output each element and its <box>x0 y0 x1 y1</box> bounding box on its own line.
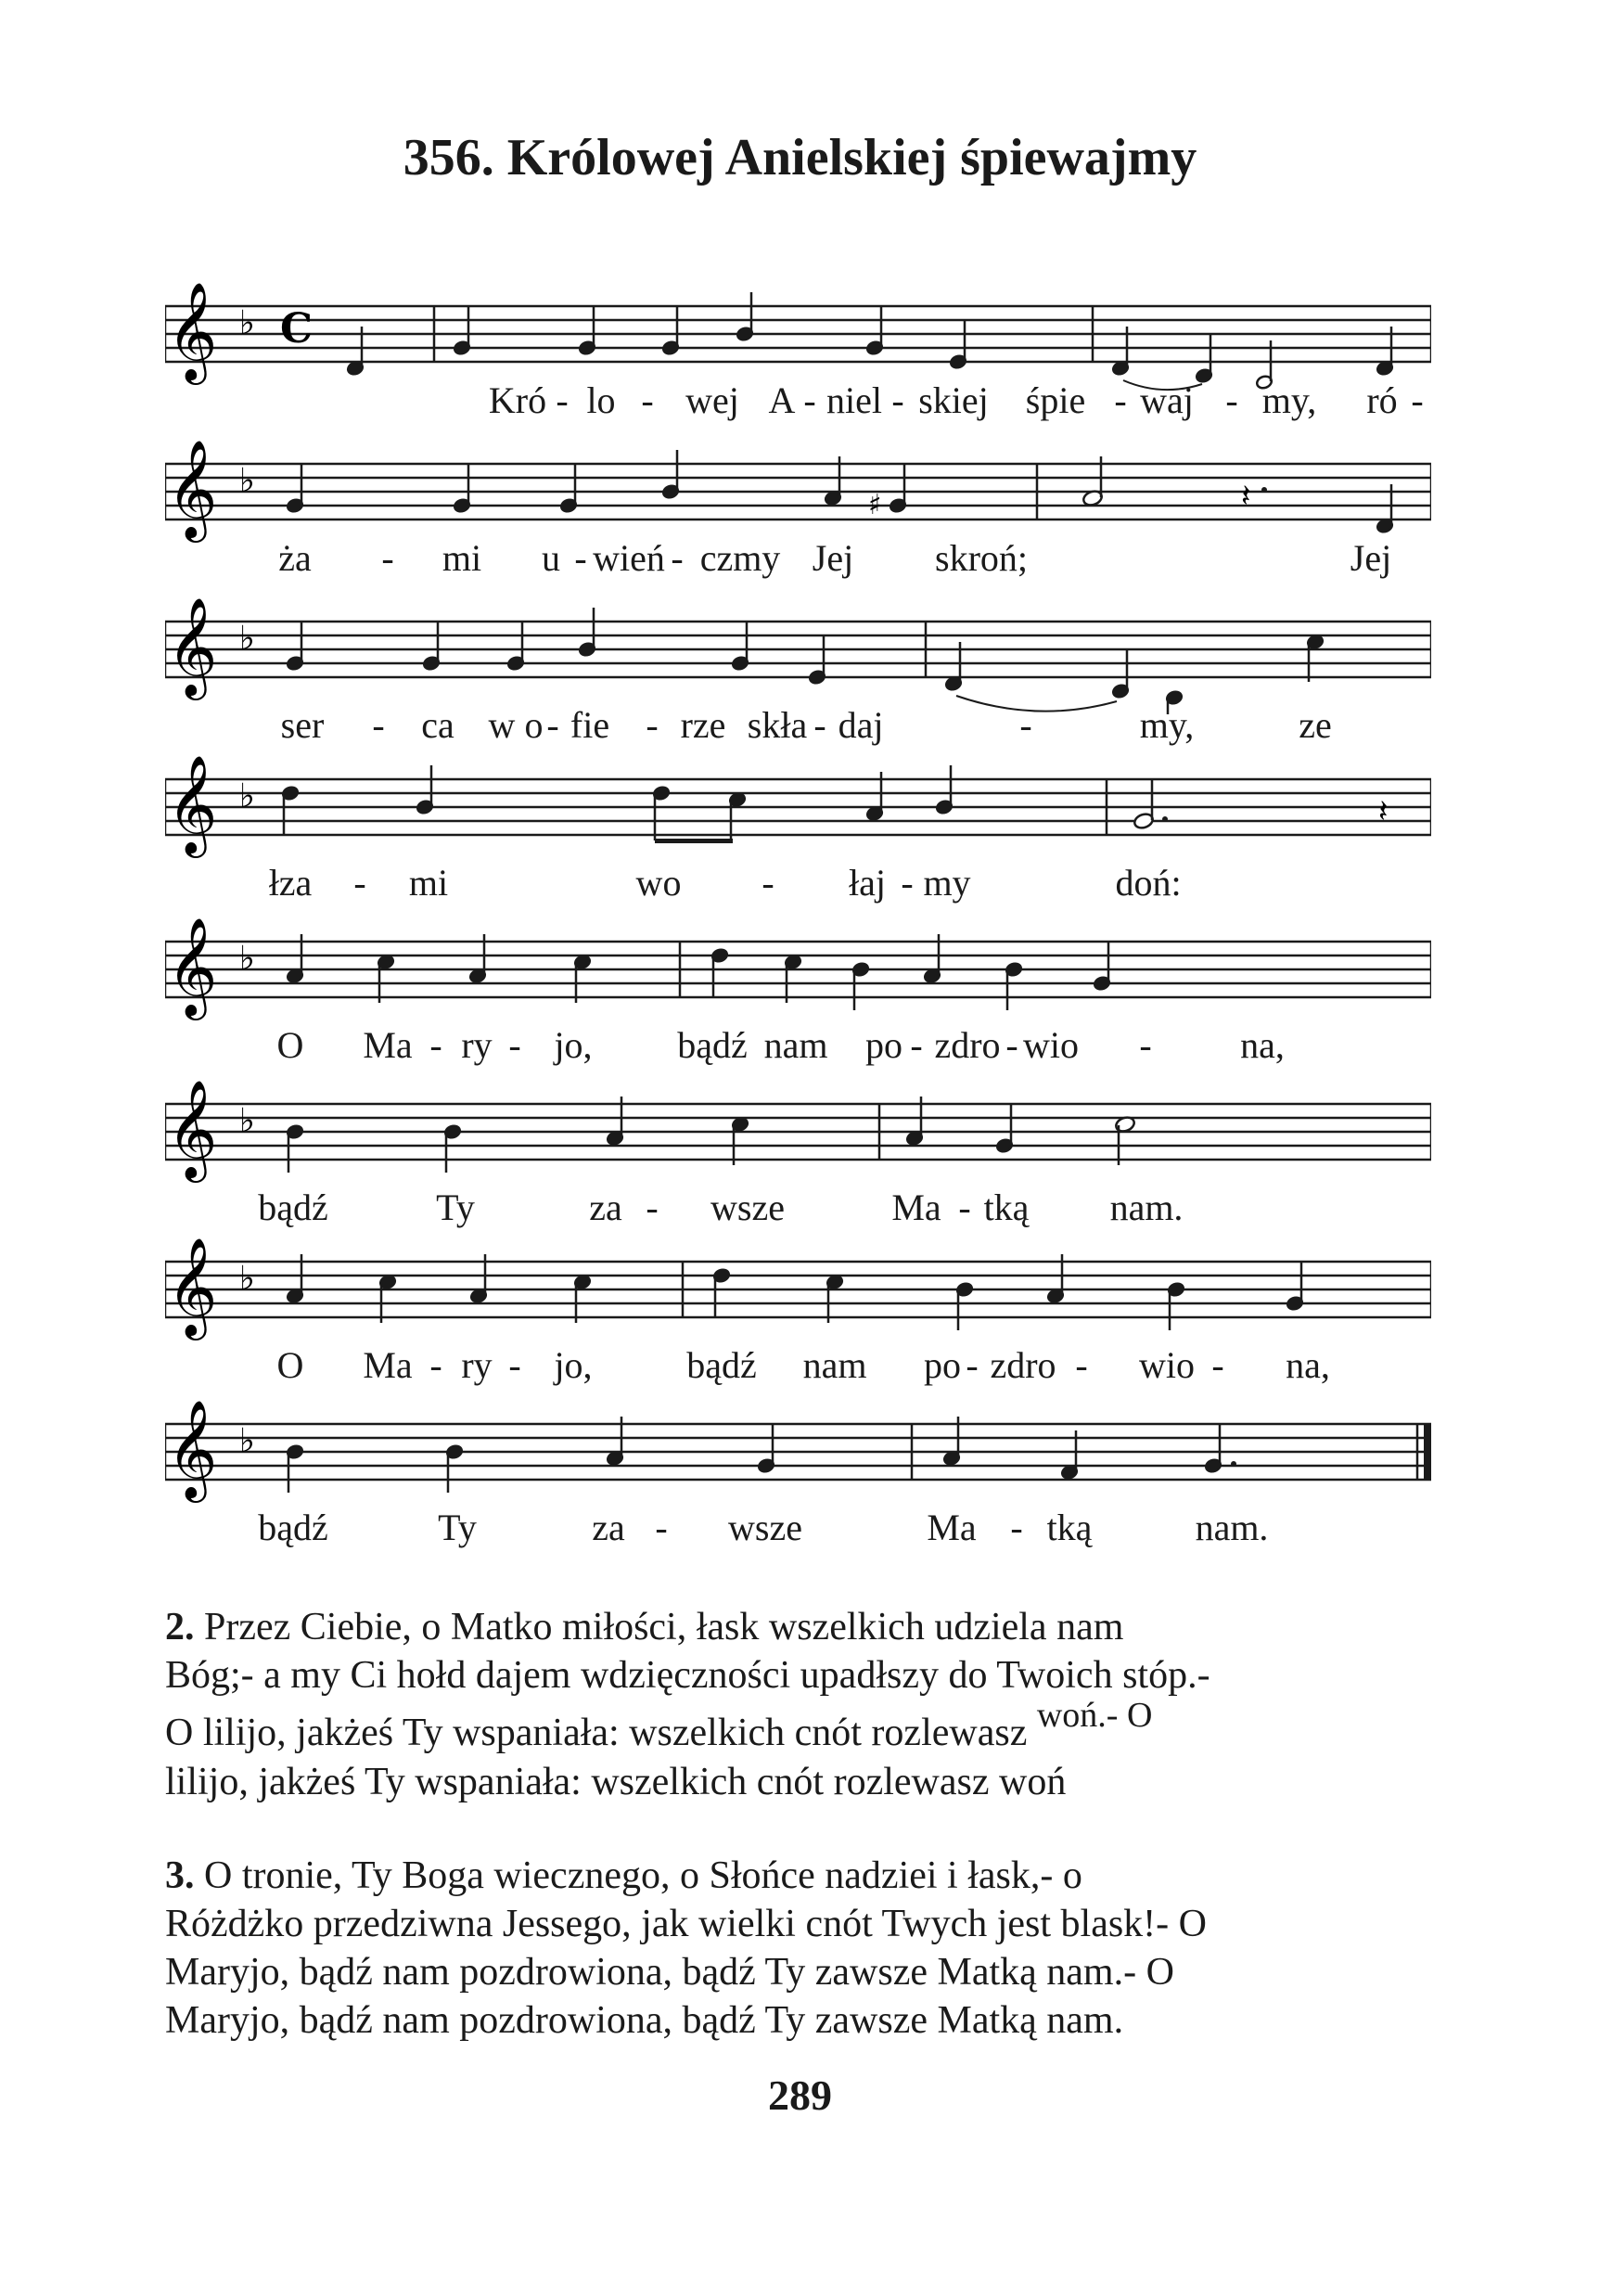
lyric-syllable: rze <box>680 704 726 746</box>
lyric-syllable: tką <box>983 1186 1030 1228</box>
lyric-syllable: - <box>671 537 684 579</box>
lyric-syllable: nam <box>763 1024 828 1066</box>
page-number: 289 <box>768 2072 832 2119</box>
lyric-syllable: skroń; <box>935 537 1028 579</box>
lyric-syllable: fie <box>570 704 610 746</box>
lyric-syllable: my, <box>1139 704 1195 746</box>
lyric-syllable: śpie <box>1025 379 1086 421</box>
music-system-2 <box>165 436 1431 579</box>
lyric-syllable: za <box>592 1507 625 1548</box>
lyric-syllable: na, <box>1240 1024 1285 1066</box>
verse-line <box>165 1603 1445 1651</box>
lyric-syllable: ry <box>461 1344 493 1386</box>
lyric-syllable: Ma <box>927 1507 977 1548</box>
lyric-syllable: - <box>641 379 654 421</box>
lyric-syllable: - <box>646 704 659 746</box>
lyric-syllable: ze <box>1299 704 1332 746</box>
lyric-syllable: Kró <box>488 379 547 421</box>
lyric-syllable: wo <box>635 862 682 904</box>
flat-icon: ♭ <box>239 1102 255 1140</box>
verse-line <box>165 1852 1445 1900</box>
verse-text-raised: woń.- O <box>1036 1696 1153 1735</box>
verse-line: Maryjo, bądź nam pozdrowiona, bądź Ty zawsze Matką nam.- O <box>165 1951 1174 1994</box>
lyric-syllable: - <box>655 1507 668 1548</box>
lyric-syllable: - <box>813 704 826 746</box>
lyric-syllable: nam <box>802 1344 867 1386</box>
lyric-syllable: Ma <box>891 1186 941 1228</box>
lyric-syllable: - <box>546 704 559 746</box>
lyric-syllable: O <box>276 1344 304 1386</box>
lyric-syllable: - <box>381 537 394 579</box>
sharp-icon: ♯ <box>868 489 882 521</box>
treble-clef-icon: 𝄞 <box>167 1399 218 1498</box>
lyric-syllable: ser <box>280 704 325 746</box>
lyric-syllable: po <box>924 1344 961 1386</box>
quarter-rest-icon: 𝄽 <box>1378 793 1389 830</box>
lyric-syllable: Ty <box>436 1186 475 1228</box>
lyric-syllable: u <box>542 537 560 579</box>
flat-icon: ♭ <box>239 777 255 815</box>
page-title: 356. Królowej Anielskiej śpiewajmy <box>403 129 1197 186</box>
lyric-syllable: skła <box>747 704 808 746</box>
lyric-syllable: zdro <box>990 1344 1056 1386</box>
music-system-1 <box>165 278 1431 421</box>
lyric-syllable: - <box>1139 1024 1152 1066</box>
lyric-syllable: - <box>901 862 914 904</box>
music-system-7 <box>165 1234 1431 1386</box>
lyric-syllable: wej <box>685 379 739 421</box>
music-system-6 <box>165 1076 1431 1228</box>
flat-icon: ♭ <box>239 940 255 978</box>
lyric-syllable: - <box>966 1344 979 1386</box>
music-staff-4 <box>165 751 1431 872</box>
verse-line: Różdżko przedziwna Jessego, jak wielki cnót Twych jest blask!- O <box>165 1903 1207 1945</box>
music-system-5 <box>165 914 1431 1066</box>
lyric-syllable: - <box>429 1024 442 1066</box>
lyric-syllable: - <box>508 1024 521 1066</box>
lyric-syllable: doń: <box>1115 862 1182 904</box>
lyric-syllable: - <box>646 1186 659 1228</box>
lyric-syllable: nam. <box>1195 1507 1269 1548</box>
lyric-syllable: - <box>574 537 587 579</box>
lyric-syllable: za <box>589 1186 622 1228</box>
music-staff-6 <box>165 1076 1431 1197</box>
music-system-4 <box>165 751 1431 904</box>
lyric-syllable: w o <box>488 704 544 746</box>
lyric-syllable: - <box>353 862 366 904</box>
lyric-syllable: - <box>429 1344 442 1386</box>
lyric-syllable: nam. <box>1109 1186 1184 1228</box>
lyric-syllable: - <box>1075 1344 1088 1386</box>
verse-2 <box>165 1603 1445 1806</box>
lyric-syllable: waj <box>1140 379 1194 421</box>
flat-icon: ♭ <box>239 1422 255 1460</box>
lyric-syllable: my <box>923 862 971 904</box>
lyric-syllable: Ma <box>363 1344 413 1386</box>
treble-clef-icon: 𝄞 <box>167 596 218 696</box>
lyric-syllable: wsze <box>728 1507 802 1548</box>
verse-text: O tronie, Ty Boga wiecznego, o Słońce nadziei i łask,- o <box>204 1854 1082 1897</box>
treble-clef-icon: 𝄞 <box>167 281 218 380</box>
lyric-syllable: O <box>276 1024 304 1066</box>
lyric-syllable: wio <box>1023 1024 1079 1066</box>
quarter-rest-icon: 𝄽 <box>1241 478 1251 515</box>
lyric-syllable: wień <box>593 537 665 579</box>
lyric-syllable: - <box>910 1024 923 1066</box>
lyric-syllable: - <box>1411 379 1424 421</box>
treble-clef-icon: 𝄞 <box>167 439 218 538</box>
lyric-syllable: my, <box>1261 379 1317 421</box>
music-staff-2 <box>165 436 1431 557</box>
lyric-syllable: łaj <box>849 862 886 904</box>
lyric-syllable: skiej <box>918 379 989 421</box>
flat-icon: ♭ <box>239 620 255 658</box>
verse-text: Przez Ciebie, o Matko miłości, łask wszelkich udziela nam <box>204 1606 1124 1648</box>
lyric-syllable: - <box>372 704 385 746</box>
music-staff-5 <box>165 914 1431 1034</box>
verse-text: O lilijo, jakżeś Ty wspaniała: wszelkich cnót rozlewasz <box>165 1712 1037 1754</box>
lyric-syllable: A <box>768 379 796 421</box>
lyric-syllable: Jej <box>1350 537 1392 579</box>
lyric-syllable: - <box>891 379 904 421</box>
lyric-syllable: wsze <box>710 1186 785 1228</box>
lyric-syllable: - <box>958 1186 971 1228</box>
treble-clef-icon: 𝄞 <box>167 1237 218 1336</box>
lyric-syllable: na, <box>1286 1344 1330 1386</box>
verse-line: Maryjo, bądź nam pozdrowiona, bądź Ty zawsze Matką nam. <box>165 1999 1124 2042</box>
lyric-syllable: wio <box>1139 1344 1195 1386</box>
flat-icon: ♭ <box>239 1260 255 1298</box>
lyric-syllable: mi <box>408 862 449 904</box>
treble-clef-icon: 𝄞 <box>167 917 218 1016</box>
lyric-syllable: czmy <box>699 537 781 579</box>
verse-line <box>165 1696 1445 1758</box>
lyric-syllable: jo, <box>554 1344 593 1386</box>
lyric-syllable: - <box>762 862 774 904</box>
lyric-syllable: bądź <box>258 1507 328 1548</box>
lyric-syllable: ry <box>461 1024 493 1066</box>
lyric-syllable: - <box>1211 1344 1224 1386</box>
lyric-syllable: bądź <box>258 1186 328 1228</box>
lyric-syllable: - <box>508 1344 521 1386</box>
lyric-syllable: jo, <box>554 1024 593 1066</box>
lyric-syllable: - <box>556 379 569 421</box>
music-system-3 <box>165 594 1431 746</box>
lyric-syllable: - <box>1114 379 1127 421</box>
verse-line: lilijo, jakżeś Ty wspaniała: wszelkich cnót rozlewasz woń <box>165 1761 1067 1803</box>
flat-icon: ♭ <box>239 304 255 342</box>
lyric-syllable: zdro <box>934 1024 1001 1066</box>
lyric-syllable: niel <box>826 379 882 421</box>
common-time-icon: C <box>280 305 314 353</box>
lyric-syllable: Ma <box>363 1024 413 1066</box>
lyric-syllable: łza <box>268 862 313 904</box>
lyric-syllable: ca <box>421 704 454 746</box>
lyric-syllable: bądź <box>677 1024 748 1066</box>
music-staff-3 <box>165 594 1431 714</box>
lyric-syllable: Jej <box>812 537 854 579</box>
lyric-syllable: - <box>1019 704 1032 746</box>
lyric-syllable: ża <box>278 537 312 579</box>
lyric-syllable: - <box>1005 1024 1018 1066</box>
lyric-syllable: lo <box>586 379 616 421</box>
lyric-syllable: Ty <box>438 1507 477 1548</box>
lyric-syllable: mi <box>442 537 482 579</box>
lyric-syllable: daj <box>838 704 884 746</box>
treble-clef-icon: 𝄞 <box>167 754 218 853</box>
verse-number: 3. <box>165 1854 195 1897</box>
music-system-8 <box>165 1396 1431 1548</box>
lyric-syllable: tką <box>1046 1507 1093 1548</box>
music-staff-7 <box>165 1234 1431 1354</box>
lyric-syllable: ró <box>1366 379 1398 421</box>
verse-3 <box>165 1852 1445 2045</box>
lyric-syllable: bądź <box>686 1344 757 1386</box>
treble-clef-icon: 𝄞 <box>167 1079 218 1178</box>
lyric-syllable: - <box>1225 379 1238 421</box>
lyric-syllable: po <box>865 1024 902 1066</box>
music-staff-1 <box>165 278 1431 399</box>
verse-line: Bóg;- a my Ci hołd dajem wdzięczności upadłszy do Twoich stóp.- <box>165 1654 1210 1697</box>
lyric-syllable: - <box>803 379 816 421</box>
music-staff-8 <box>165 1396 1431 1517</box>
lyric-syllable: - <box>1010 1507 1023 1548</box>
verse-number: 2. <box>165 1606 195 1648</box>
flat-icon: ♭ <box>239 462 255 500</box>
